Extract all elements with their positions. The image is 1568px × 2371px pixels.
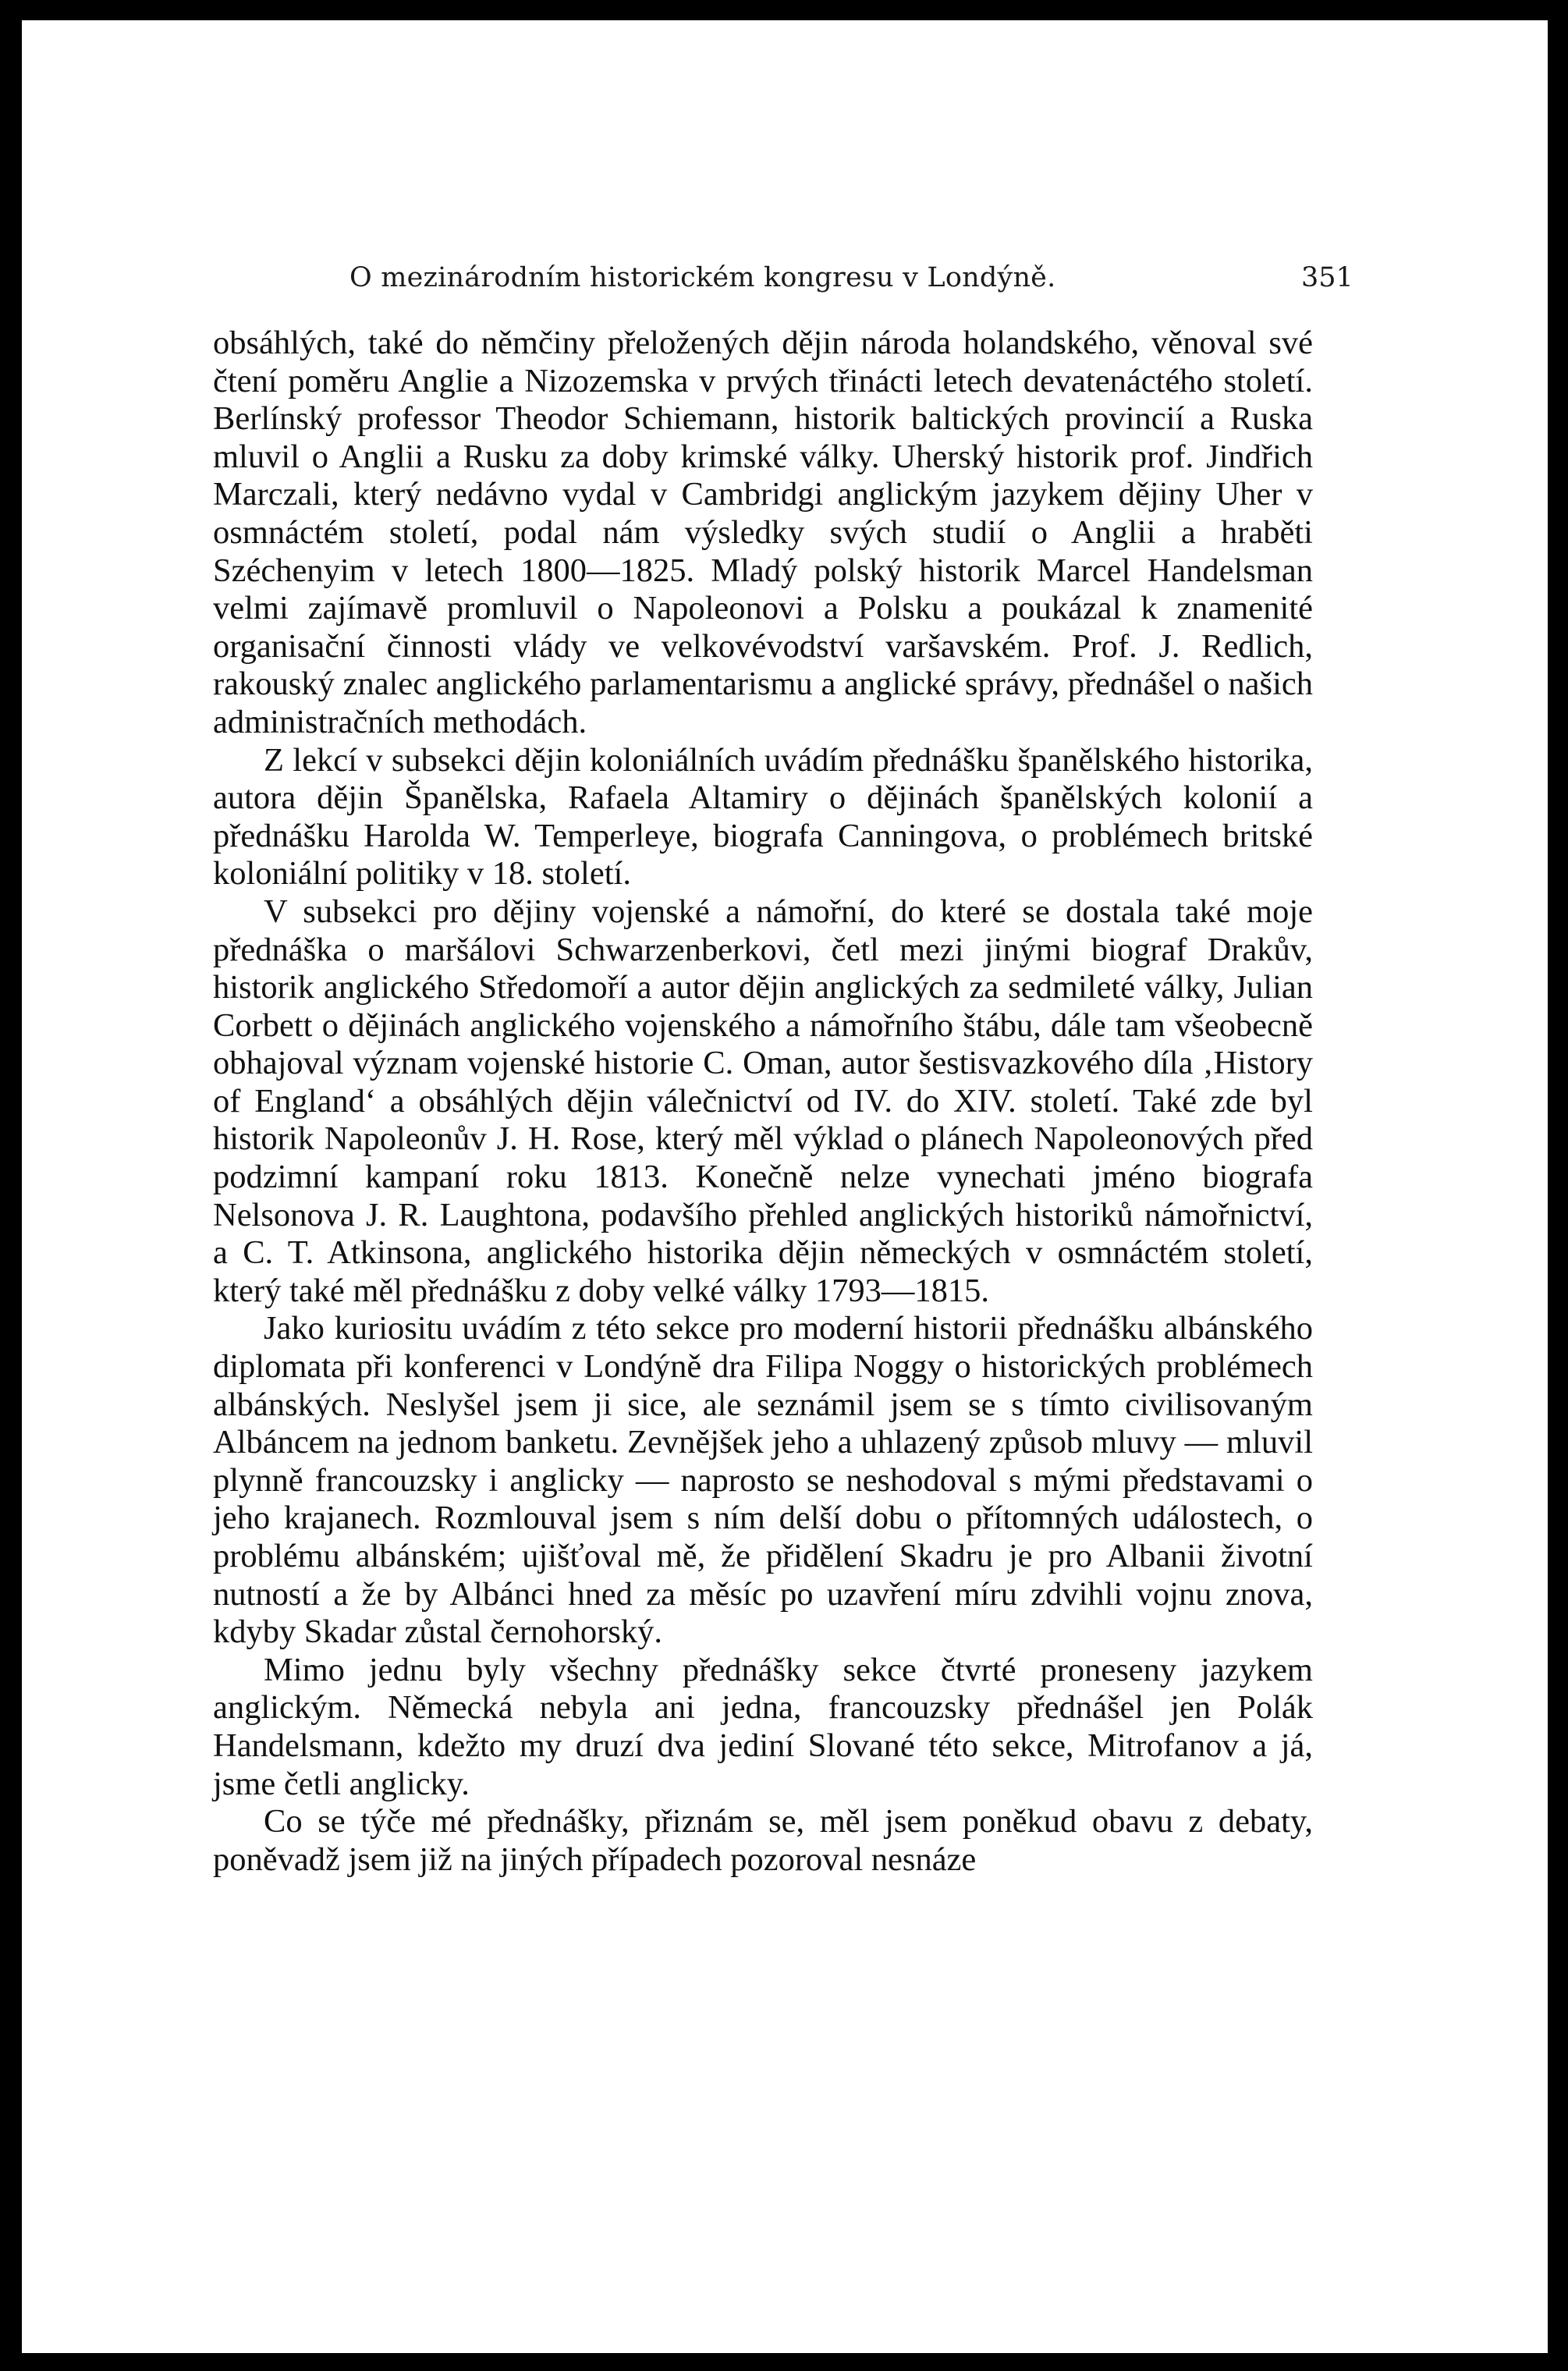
paragraph: Z lekcí v subsekci dějin koloniálních uvádím přednášku španělského historika, autora dějin Španělska, Rafaela Altamiry o dějinách španělských kolonií a přednášku Harolda W. Temperleye, biografa Canningova, o problémech britské koloniální politiky v 18. století. (213, 741, 1313, 893)
body-text (213, 325, 1313, 1879)
paragraph: Jako kuriositu uvádím z této sekce pro moderní historii přednášku albánského diplomata při konferenci v Londýně dra Filipa Noggy o historických problémech albánských. Neslyšel jsem ji sice, ale seznámil jsem se s tímto civilisovaným Albáncem na jednom banketu. Zevnějšek jeho a uhlazený způsob mluvy — mluvil plynně francouzsky i anglicky — naprosto se neshodoval s mými představami o jeho krajanech. Rozmlouval jsem s ním delší dobu o přítomných událostech, o problému albánském; ujišťoval mě, že přidělení Skadru je pro Albanii životní nutností a že by Albánci hned za měsíc po uzavření míru zdvihli vojnu znova, kdyby Skadar zůstal černohorský. (213, 1310, 1313, 1651)
running-head-title: O mezinárodním historickém kongresu v Londýně. (349, 262, 1056, 293)
book-page (22, 20, 1548, 2353)
paragraph: V subsekci pro dějiny vojenské a námořní, do které se dostala také moje přednáška o maršálovi Schwarzenberkovi, četl mezi jinými biograf Drakův, historik anglického Středomoří a autor dějin anglických za sedmileté války, Julian Corbett o dějinách anglického vojenského a námořního štábu, dále tam všeobecně obhajoval význam vojenské historie C. Oman, autor šestisvazkového díla ‚History of England‘ a obsáhlých dějin válečnictví od IV. do XIV. století. Také zde byl historik Napoleonův J. H. Rose, který měl výklad o plánech Napoleonových před podzimní kampaní roku 1813. Konečně nelze vynechati jméno biografa Nelsonova J. R. Laughtona, podavšího přehled anglických historiků námořnictví, a C. T. Atkinsona, anglického historika dějin německých v osmnáctém století, který také měl přednášku z doby velké války 1793—1815. (213, 893, 1313, 1309)
page-number: 351 (1301, 262, 1353, 293)
paragraph-continuation: obsáhlých, také do němčiny přeložených dějin národa holandského, věnoval své čtení poměru Anglie a Nizozemska v prvých třinácti letech devatenáctého století. Berlínský professor Theodor Schiemann, historik baltických provincií a Ruska mluvil o Anglii a Rusku za doby krimské války. Uherský historik prof. Jindřich Marczali, který nedávno vydal v Cambridgi anglickým jazykem dějiny Uher v osmnáctém století, podal nám výsledky svých studií o Anglii a hraběti Széchenyim v letech 1800—1825. Mladý polský historik Marcel Handelsman velmi zajímavě promluvil o Napoleonovi a Polsku a poukázal k znamenité organisační činnosti vlády ve velkovévodství varšavském. Prof. J. Redlich, rakouský znalec anglického parlamentarismu a anglické správy, přednášel o našich administračních methodách. (213, 325, 1313, 740)
paragraph: Mimo jednu byly všechny přednášky sekce čtvrté proneseny jazykem anglickým. Německá nebyla ani jedna, francouzsky přednášel jen Polák Handelsmann, kdežto my druzí dva jediní Slované této sekce, Mitrofanov a já, jsme četli anglicky. (213, 1651, 1313, 1802)
paragraph: Co se týče mé přednášky, přiznám se, měl jsem poněkud obavu z debaty, poněvadž jsem již na jiných případech pozoroval nesnáze (213, 1803, 1313, 1878)
running-head (22, 239, 1548, 293)
